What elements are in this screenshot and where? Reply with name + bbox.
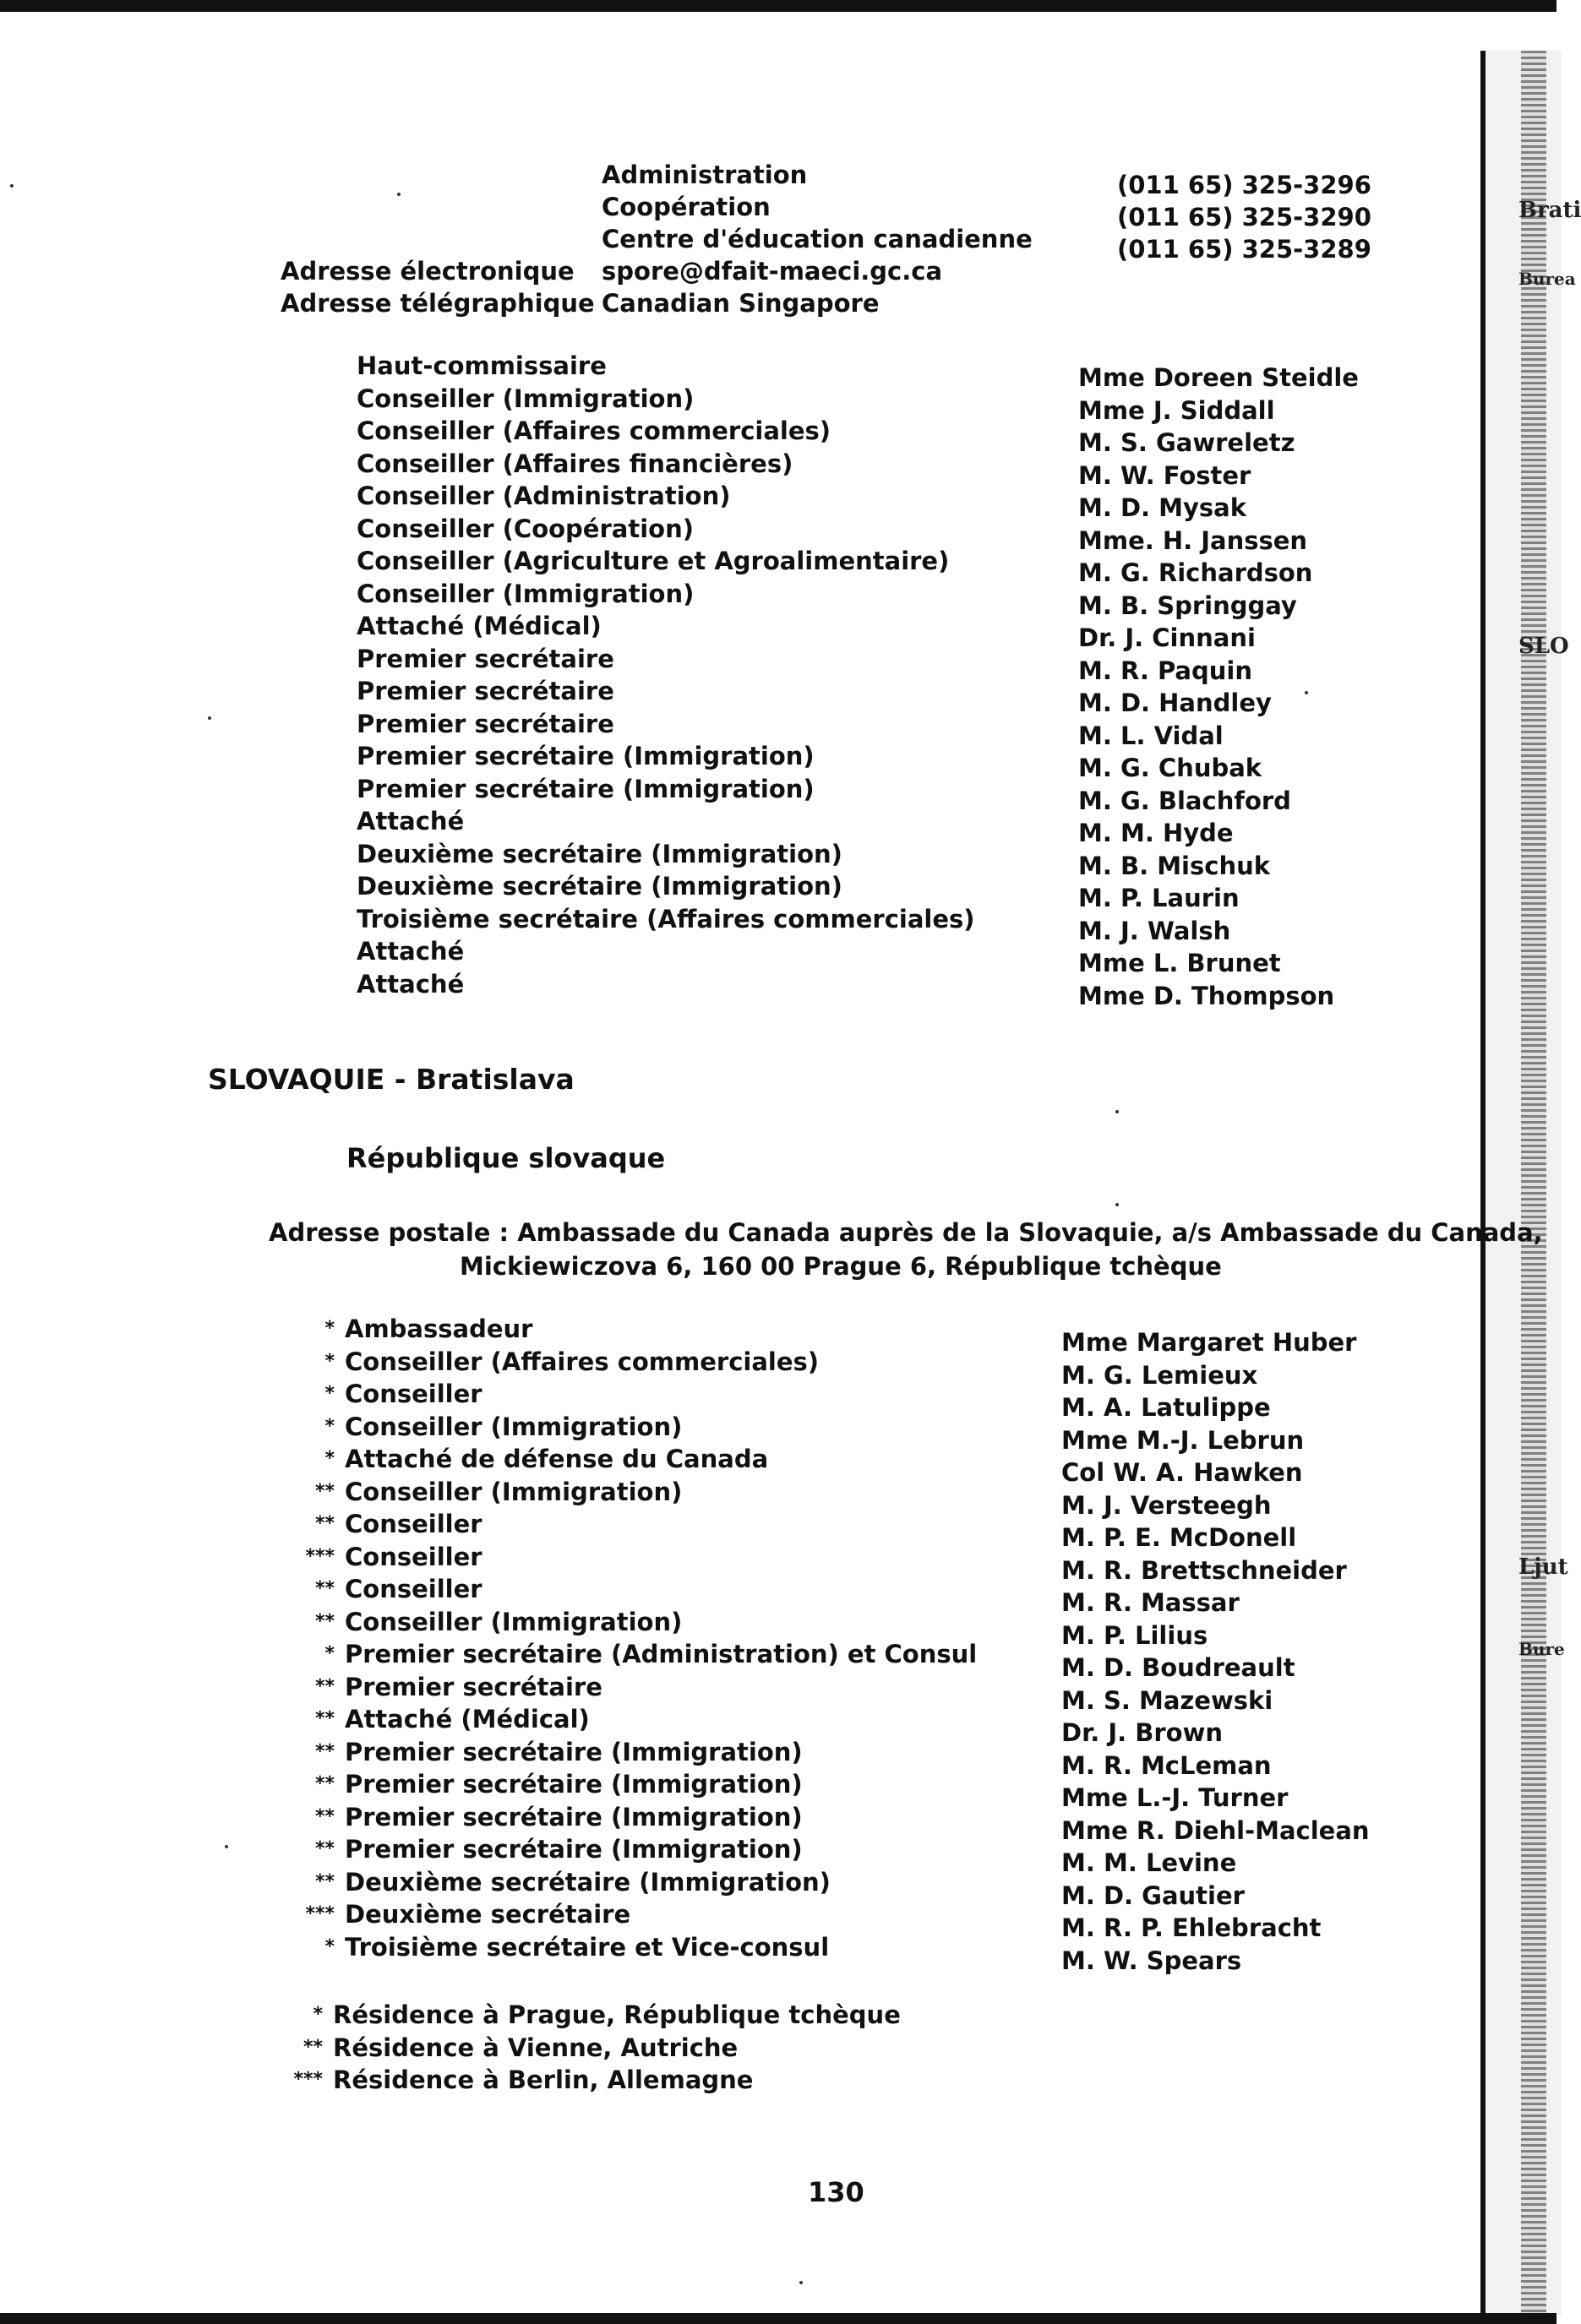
slovakia-staff-titles — [284, 1313, 977, 1963]
section-heading: SLOVAQUIE - Bratislava — [208, 1063, 575, 1096]
staff-name: M. G. Lemieux — [1061, 1360, 1258, 1390]
staff-name: M. D. Boudreault — [1061, 1653, 1295, 1682]
staff-title-text: Premier secrétaire (Immigration) — [345, 1802, 803, 1831]
legend-marker: ** — [303, 2036, 323, 2058]
staff-title — [284, 1768, 977, 1801]
staff-title: Premier secrétaire — [357, 644, 614, 673]
department-administration: Administration — [602, 161, 808, 189]
staff-title — [284, 1931, 977, 1964]
scan-speck — [225, 1845, 228, 1848]
staff-name: Mme L.-J. Turner — [1061, 1783, 1289, 1812]
staff-title: Conseiller (Affaires financières) — [357, 449, 793, 478]
staff-name: M. M. Levine — [1061, 1848, 1237, 1877]
staff-name: M. J. Walsh — [1078, 916, 1231, 945]
staff-name: M. L. Vidal — [1078, 721, 1224, 750]
singapore-staff-titles — [357, 350, 975, 1000]
staff-title-text: Attaché (Médical) — [345, 1705, 590, 1733]
staff-title — [284, 1801, 977, 1834]
staff-title — [284, 1541, 977, 1574]
legend-text: Résidence à Prague, République tchèque — [333, 2000, 901, 2029]
residence-marker: * — [324, 1318, 335, 1339]
next-page-fragment: SLO — [1518, 634, 1569, 659]
slovakia-staff-names — [1061, 1326, 1370, 1977]
staff-name: M. G. Richardson — [1078, 558, 1313, 587]
staff-title — [284, 1443, 977, 1476]
residence-marker: ** — [314, 1870, 335, 1892]
residence-marker: ** — [314, 1610, 335, 1632]
staff-title: Premier secrétaire (Immigration) — [357, 742, 815, 770]
telegraphic-label: Adresse télégraphique — [281, 289, 595, 318]
staff-name: M. B. Springgay — [1078, 591, 1297, 620]
next-page-fragment: Brati — [1518, 198, 1581, 223]
staff-name: Mme. H. Janssen — [1078, 525, 1308, 555]
staff-title: Attaché (Médical) — [357, 612, 602, 640]
staff-title-text: Troisième secrétaire et Vice-consul — [345, 1932, 830, 1962]
scan-speck — [397, 193, 401, 196]
page-number: 130 — [808, 2176, 864, 2208]
scan-speck — [799, 2281, 803, 2284]
staff-title-text: Conseiller — [345, 1510, 482, 1538]
singapore-staff-names — [1078, 362, 1359, 1012]
staff-name: Dr. J. Brown — [1061, 1718, 1224, 1747]
postal-address-line2: Mickiewiczova 6, 160 00 Prague 6, République tchèque — [460, 1252, 1222, 1281]
staff-name: M. S. Gawreletz — [1078, 428, 1295, 457]
staff-title: Conseiller (Administration) — [357, 482, 731, 510]
staff-title-text: Premier secrétaire (Immigration) — [345, 1835, 803, 1864]
staff-title-text: Premier secrétaire — [345, 1672, 602, 1701]
scan-speck — [1115, 1203, 1119, 1206]
residence-marker: ** — [314, 1805, 335, 1827]
next-page-fragment: Bure — [1518, 1639, 1565, 1659]
staff-name: M. J. Versteegh — [1061, 1490, 1272, 1520]
staff-name: M. G. Chubak — [1078, 754, 1262, 782]
staff-name: M. R. McLeman — [1061, 1750, 1272, 1780]
staff-name: M. P. E. McDonell — [1061, 1523, 1297, 1552]
staff-name: M. M. Hyde — [1078, 819, 1234, 847]
residence-marker: ** — [314, 1513, 335, 1534]
staff-name: M. D. Mysak — [1078, 493, 1247, 522]
legend-item — [272, 2032, 901, 2065]
email-label: Adresse électronique — [281, 257, 575, 286]
staff-title — [284, 1346, 977, 1379]
staff-title — [284, 1508, 977, 1541]
staff-name: M. S. Mazewski — [1061, 1685, 1273, 1715]
residence-marker: * — [324, 1383, 335, 1404]
staff-title-text: Conseiller (Immigration) — [345, 1412, 683, 1441]
staff-title: Conseiller (Coopération) — [357, 514, 694, 543]
staff-title — [284, 1703, 977, 1736]
staff-title-text: Ambassadeur — [345, 1314, 533, 1343]
staff-name: Mme Margaret Huber — [1061, 1328, 1357, 1357]
staff-title-text: Conseiller (Affaires commerciales) — [345, 1347, 820, 1376]
staff-title — [284, 1671, 977, 1704]
staff-title — [284, 1736, 977, 1769]
residence-marker: * — [324, 1415, 335, 1437]
staff-title — [284, 1476, 977, 1509]
staff-name: Col W. A. Hawken — [1061, 1458, 1303, 1487]
postal-address-line1: Adresse postale : Ambassade du Canada auprès de la Slovaquie, a/s Ambassade du Canada, — [269, 1218, 1543, 1247]
staff-name: M. G. Blachford — [1078, 786, 1291, 815]
staff-name: Mme D. Thompson — [1078, 981, 1335, 1010]
staff-title-text: Conseiller — [345, 1575, 482, 1603]
telegraphic-value: Canadian Singapore — [602, 289, 880, 318]
legend-text: Résidence à Berlin, Allemagne — [333, 2065, 754, 2094]
staff-name: M. D. Gautier — [1061, 1880, 1245, 1910]
legend-text: Résidence à Vienne, Autriche — [333, 2033, 739, 2062]
staff-title: Premier secrétaire — [357, 677, 614, 705]
email-value: spore@dfait-maeci.gc.ca — [602, 257, 943, 286]
staff-name: Mme R. Diehl-Maclean — [1061, 1815, 1370, 1845]
staff-title-text: Deuxième secrétaire (Immigration) — [345, 1867, 831, 1897]
residence-marker: * — [324, 1935, 335, 1957]
staff-name: Mme J. Siddall — [1078, 395, 1275, 425]
staff-name: M. R. Paquin — [1078, 656, 1252, 685]
staff-title — [284, 1606, 977, 1639]
staff-name: M. P. Lilius — [1061, 1620, 1208, 1650]
staff-name: M. A. Latulippe — [1061, 1393, 1271, 1422]
staff-title-text: Conseiller — [345, 1542, 482, 1571]
staff-name: M. R. P. Ehlebracht — [1061, 1913, 1322, 1942]
legend-marker: * — [313, 2004, 323, 2025]
staff-title-text: Attaché de défense du Canada — [345, 1445, 769, 1473]
staff-title-text: Deuxième secrétaire — [345, 1900, 631, 1929]
scan-bottom-border — [0, 2313, 1556, 2324]
residence-marker: * — [324, 1350, 335, 1372]
scan-speck — [1305, 691, 1308, 694]
scan-speck — [10, 184, 14, 188]
staff-title — [284, 1411, 977, 1444]
residence-marker: * — [324, 1643, 335, 1664]
staff-name: M. D. Handley — [1078, 688, 1272, 717]
scan-speck — [208, 716, 211, 720]
staff-title: Haut-commissaire — [357, 351, 607, 380]
binding-edge — [1521, 51, 1546, 2315]
residence-marker: ** — [314, 1675, 335, 1697]
staff-name: Dr. J. Cinnani — [1078, 623, 1256, 652]
staff-title — [284, 1378, 977, 1411]
staff-title: Attaché — [357, 969, 465, 999]
staff-name: Mme L. Brunet — [1078, 949, 1281, 977]
staff-name: Mme Doreen Steidle — [1078, 363, 1359, 392]
staff-title-text: Conseiller — [345, 1380, 482, 1408]
staff-title: Deuxième secrétaire (Immigration) — [357, 872, 842, 901]
staff-title — [284, 1573, 977, 1606]
scan-speck — [1115, 1110, 1119, 1113]
staff-name: M. P. Laurin — [1078, 884, 1240, 912]
staff-title-text: Premier secrétaire (Immigration) — [345, 1737, 803, 1766]
staff-title: Attaché — [357, 937, 465, 966]
staff-title-text: Premier secrétaire (Immigration) — [345, 1770, 803, 1799]
residence-marker: ** — [314, 1740, 335, 1762]
residence-marker: ** — [314, 1773, 335, 1794]
residence-marker: ** — [314, 1838, 335, 1859]
staff-title — [284, 1638, 977, 1671]
staff-title — [284, 1866, 977, 1899]
staff-title — [284, 1898, 977, 1931]
subsection-heading: République slovaque — [346, 1142, 666, 1174]
residence-marker: * — [324, 1448, 335, 1469]
phone-cooperation: (011 65) 325-3290 — [1117, 203, 1371, 231]
staff-title: Conseiller (Affaires commerciales) — [357, 416, 831, 445]
residence-marker: ** — [314, 1578, 335, 1599]
residence-marker: ** — [314, 1708, 335, 1729]
staff-title: Conseiller (Agriculture et Agroalimentaire) — [357, 547, 950, 575]
staff-title-text: Conseiller (Immigration) — [345, 1607, 683, 1636]
phone-administration: (011 65) 325-3296 — [1117, 171, 1371, 199]
staff-title: Conseiller (Immigration) — [357, 384, 695, 413]
staff-name: M. W. Spears — [1061, 1946, 1242, 1975]
residence-marker: ** — [314, 1480, 335, 1502]
legend-item — [272, 1999, 901, 2032]
staff-name: M. R. Massar — [1061, 1588, 1240, 1617]
residence-marker: *** — [305, 1545, 335, 1567]
legend-marker: *** — [293, 2069, 323, 2090]
staff-title: Attaché — [357, 807, 465, 835]
staff-title: Troisième secrétaire (Affaires commerciales) — [357, 904, 975, 933]
next-page-fragment: Burea — [1518, 269, 1576, 289]
staff-title: Premier secrétaire (Immigration) — [357, 774, 815, 803]
residence-marker: *** — [305, 1903, 335, 1924]
staff-name: M. W. Foster — [1078, 460, 1251, 490]
scan-top-border — [0, 0, 1556, 12]
staff-name: Mme M.-J. Lebrun — [1061, 1425, 1305, 1455]
phone-education-centre: (011 65) 325-3289 — [1117, 235, 1371, 264]
staff-name: M. B. Mischuk — [1078, 851, 1271, 880]
department-education-centre: Centre d'éducation canadienne — [602, 225, 1033, 253]
staff-title: Premier secrétaire — [357, 709, 614, 738]
department-cooperation: Coopération — [602, 193, 771, 221]
staff-title — [284, 1833, 977, 1866]
next-page-fragment: Ljut — [1518, 1554, 1568, 1580]
staff-title-text: Premier secrétaire (Administration) et Consul — [345, 1640, 978, 1668]
residence-legend — [272, 1999, 901, 2097]
staff-name: M. R. Brettschneider — [1061, 1555, 1347, 1585]
staff-title: Deuxième secrétaire (Immigration) — [357, 839, 842, 868]
staff-title: Conseiller (Immigration) — [357, 579, 695, 608]
staff-title — [284, 1313, 977, 1346]
staff-title-text: Conseiller (Immigration) — [345, 1477, 683, 1506]
legend-item — [272, 2064, 901, 2097]
